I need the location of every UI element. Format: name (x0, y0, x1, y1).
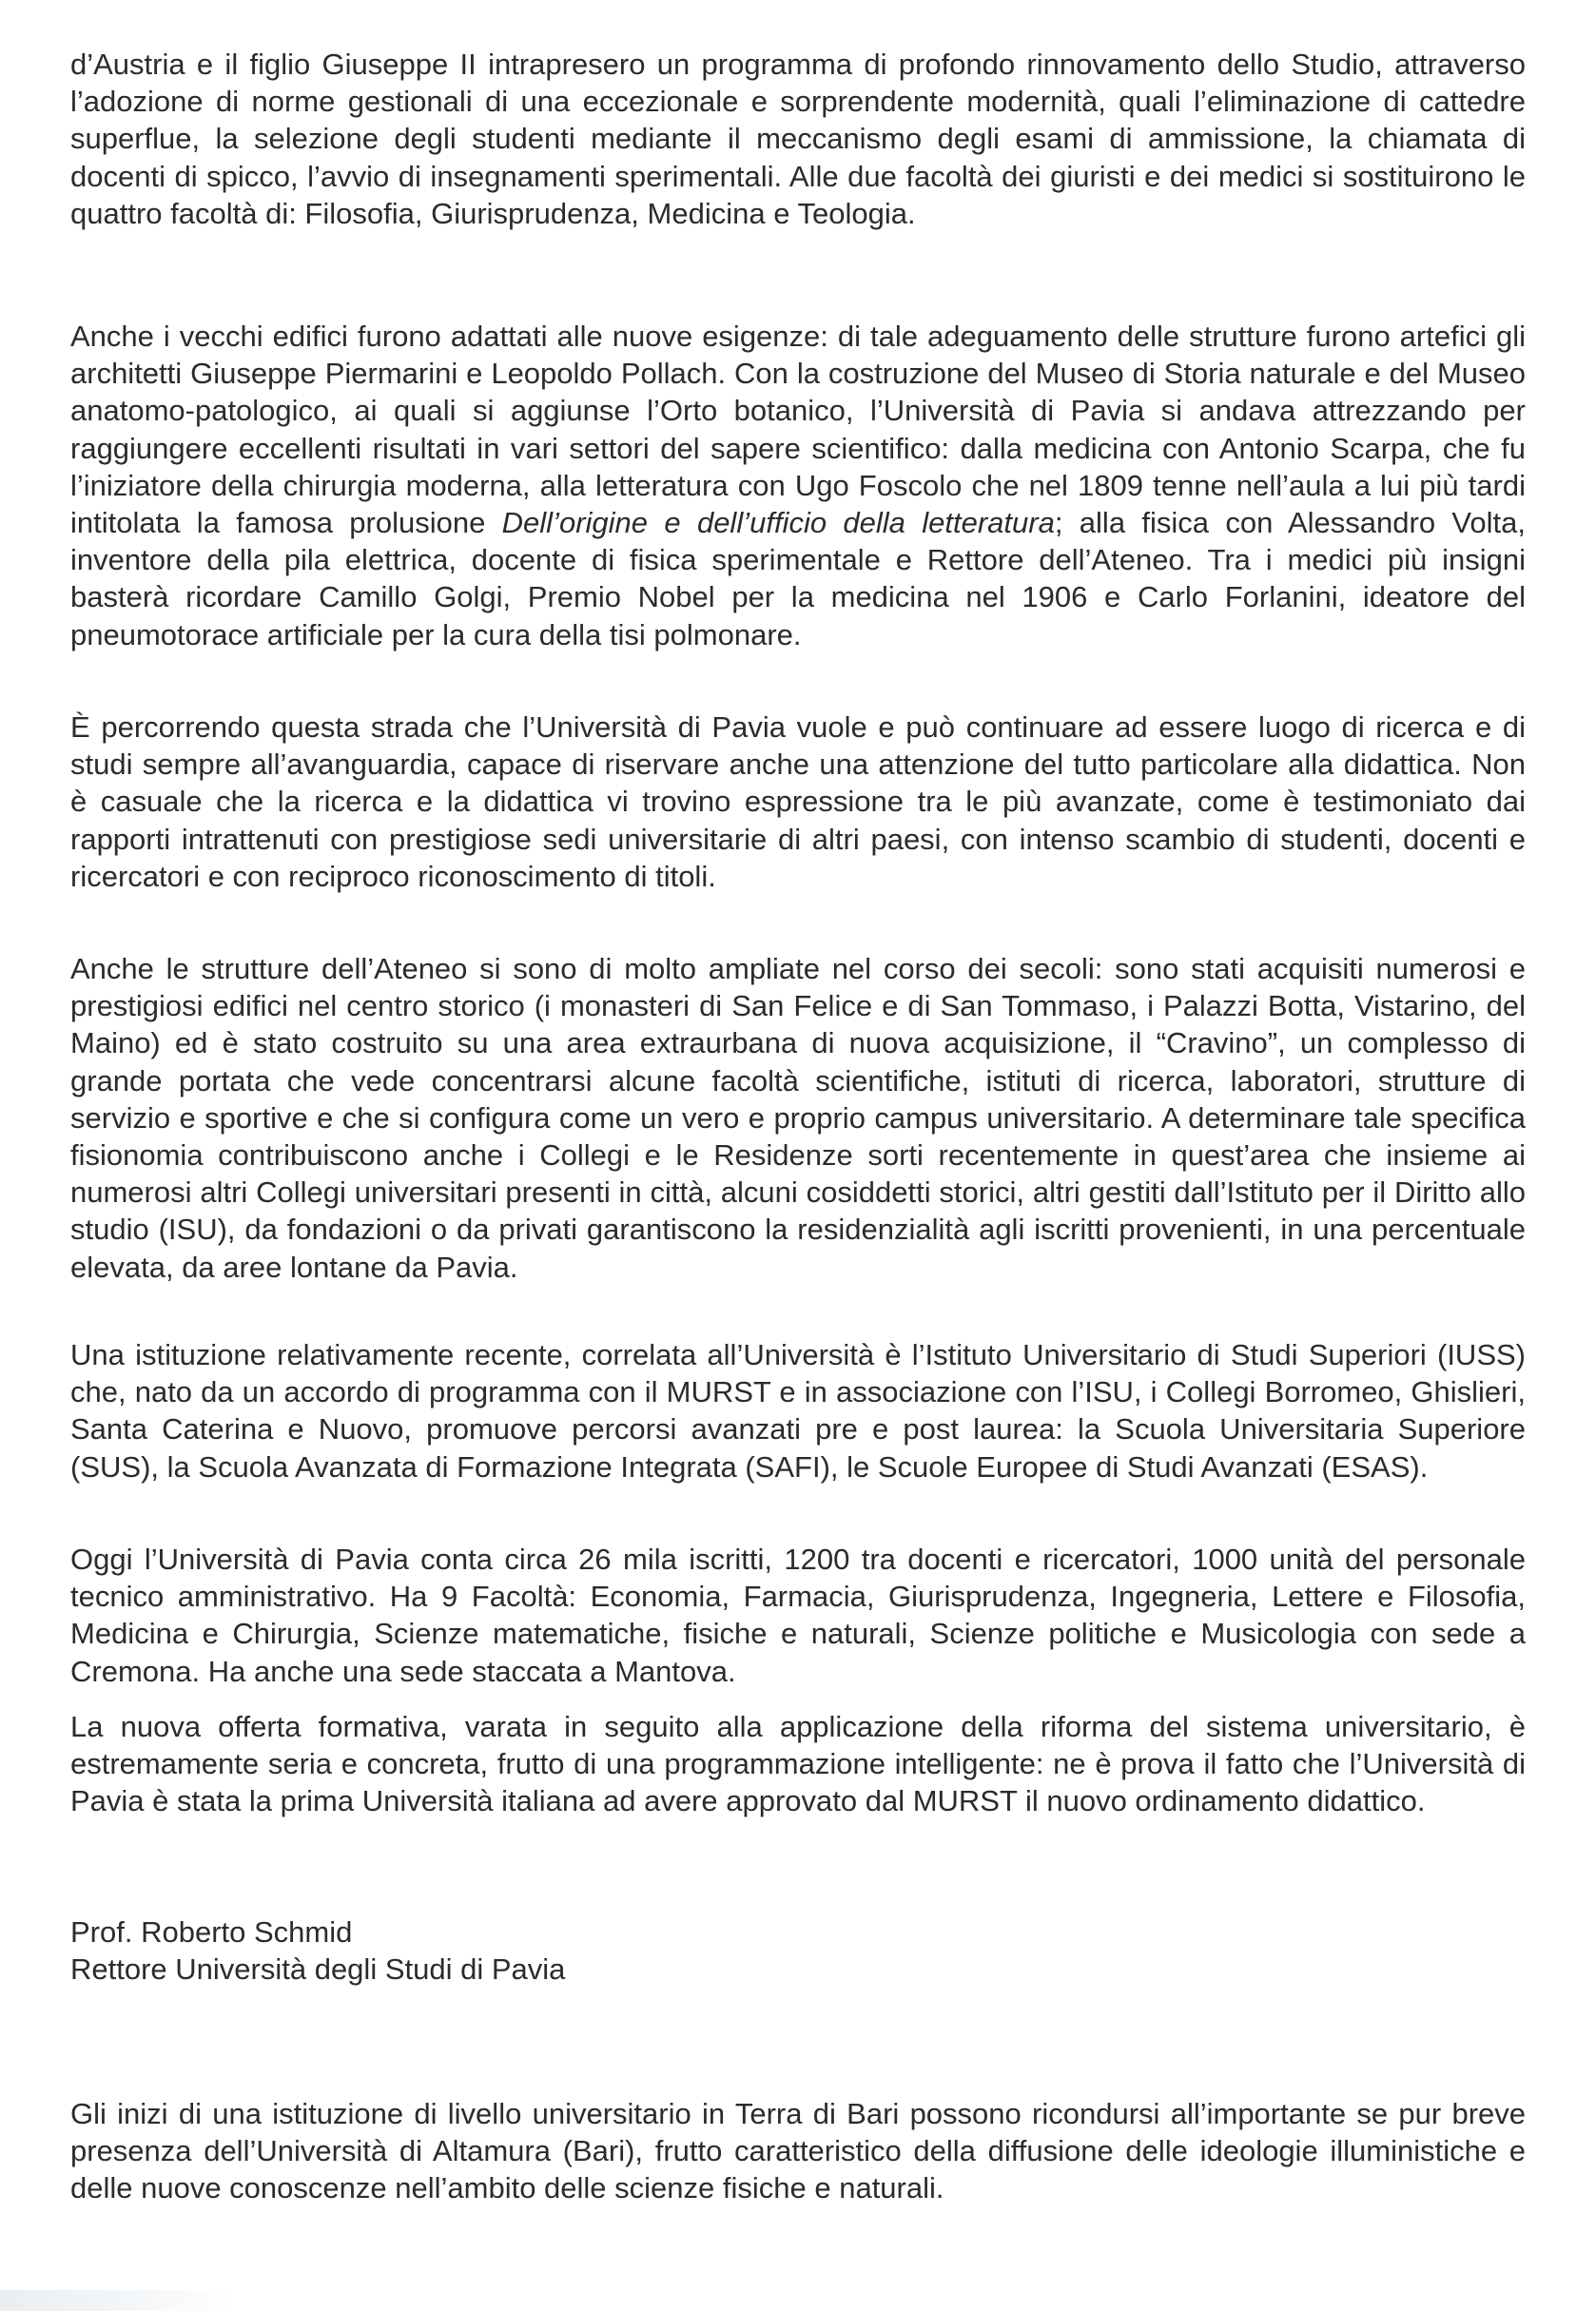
paragraph-text-part: Anche i vecchi edifici furono adattati alle nuove esigenze: di tale adeguamento delle strutture furono artefici gli architetti Giuseppe Piermarini e Leopoldo Pollach. Con la costruzione del Museo di Storia naturale e del Museo anatomo-patologico, ai quali si aggiunse l’Orto botanico, l’Università di Pavia si andava attrezzando per raggiungere eccellenti risultati in vari settori del sapere scientifico: dalla medicina con Antonio Scarpa, che fu l’iniziatore della chirurgia moderna, alla letteratura con Ugo Foscolo che nel 1809 tenne nell’aula a lui più tardi intitolata la famosa prolusione (70, 320, 1526, 540)
paragraph-today (70, 1541, 1526, 1690)
paragraph-text: È percorrendo questa strada che l’Università di Pavia vuole e può continuare ad essere luogo di ricerca e di studi sempre all’avanguardia, capace di riservare anche una attenzione del tutto particolare alla didattica. Non è casuale che la ricerca e la didattica vi trovino espressione tra le più avanzate, come è testimoniato dai rapporti intrattenuti con prestigiose sedi universitarie di altri paesi, con intenso scambio di studenti, docenti e ricercatori e con reciproco riconoscimento di titoli. (70, 710, 1526, 893)
signature-role: Rettore Università degli Studi di Pavia (70, 1952, 566, 1986)
paragraph-buildings (70, 318, 1526, 653)
paragraph-text: Una istituzione relativamente recente, correlata all’Università è l’Istituto Universitario di Studi Superiori (IUSS) che, nato da un accordo di programma con il MURST e in associazione con l’ISU, i Collegi Borromeo, Ghislieri, Santa Caterina e Nuovo, promuove percorsi avanzati pre e post laurea: la Scuola Universitaria Superiore (SUS), la Scuola Avanzata di Formazione Integrata (SAFI), le Scuole Europee di Studi Avanzati (ESAS). (70, 1338, 1526, 1484)
italic-title: Dell’origine e dell’ufficio della letteratura (501, 506, 1055, 540)
paragraph-iuss (70, 1336, 1526, 1486)
paragraph-text-part: ; alla fisica con Alessandro Volta, inventore della pila elettrica, docente di fisica sperimentale e Rettore dell’Ateneo. Tra i medici più insigni basterà ricordare Camillo Golgi, Premio Nobel per la medicina nel 1906 e Carlo Forlanini, ideatore del pneumotorace artificiale per la cura della tisi polmonare. (70, 506, 1526, 651)
signature-block (70, 1913, 1526, 1988)
paragraph-text: Gli inizi di una istituzione di livello universitario in Terra di Bari possono ricondursi all’importante se pur breve presenza dell’Università di Altamura (Bari), frutto caratteristico della diffusione delle ideologie illuministiche e delle nuove conoscenze nell’ambito delle scienze fisiche e naturali. (70, 2097, 1526, 2205)
paragraph-text: d’Austria e il figlio Giuseppe II intrapresero un programma di profondo rinnovamento dello Studio, attraverso l’adozione di norme gestionali di una eccezionale e sorprendente modernità, quali l’eliminazione di cattedre superflue, la selezione degli studenti mediante il meccanismo degli esami di ammissione, la chiamata di docenti di spicco, l’avvio di insegnamenti sperimentali. Alle due facoltà dei giuristi e dei medici si sostituirono le quattro facoltà di: Filosofia, Giurisprudenza, Medicina e Teologia. (70, 48, 1526, 230)
paragraph-text: La nuova offerta formativa, varata in seguito alla applicazione della riforma del sistema universitario, è estremamente seria e concreta, frutto di una programmazione intelligente: ne è prova il fatto che l’Università di Pavia è stata la prima Università italiana ad avere approvato dal MURST il nuovo ordinamento didattico. (70, 1710, 1526, 1818)
paragraph-text: Anche le strutture dell’Ateneo si sono di molto ampliate nel corso dei secoli: sono stati acquisiti numerosi e prestigiosi edifici nel centro storico (i monasteri di San Felice e di San Tommaso, i Palazzi Botta, Vistarino, del Maino) ed è stato costruito su una area extraurbana di nuova acquisizione, il “Cravino”, un complesso di grande portata che vede concentrarsi alcune facoltà scientifiche, istituti di ricerca, laboratori, strutture di servizio e sportive e che si configura come un vero e proprio campus universitario. A determinare tale specifica fisionomia contribuiscono anche i Collegi e le Residenze sorti recentemente in quest’area che insieme ai numerosi altri Collegi universitari presenti in città, alcuni cosiddetti storici, altri gestiti dall’Istituto per il Diritto allo studio (ISU), da fondazioni o da privati garantiscono la residenzialità agli iscritti provenienti, in una percentuale elevata, da aree lontane da Pavia. (70, 952, 1526, 1284)
signature-name: Prof. Roberto Schmid (70, 1915, 353, 1949)
paragraph-research (70, 709, 1526, 895)
paragraph-text (70, 318, 1526, 653)
paragraph-structures (70, 950, 1526, 1286)
paragraph-reforms (70, 46, 1526, 232)
paragraph-offer (70, 1708, 1526, 1820)
paragraph-text: Oggi l’Università di Pavia conta circa 26 mila iscritti, 1200 tra docenti e ricercatori, 1000 unità del personale tecnico amministrativo. Ha 9 Facoltà: Economia, Farmacia, Giurisprudenza, Ingegneria, Lettere e Filosofia, Medicina e Chirurgia, Scienze matematiche, fisiche e naturali, Scienze politiche e Musicologia con sede a Cremona. Ha anche una sede staccata a Mantova. (70, 1543, 1526, 1688)
scan-edge-shadow (0, 2290, 238, 2311)
paragraph-bari (70, 2095, 1526, 2207)
